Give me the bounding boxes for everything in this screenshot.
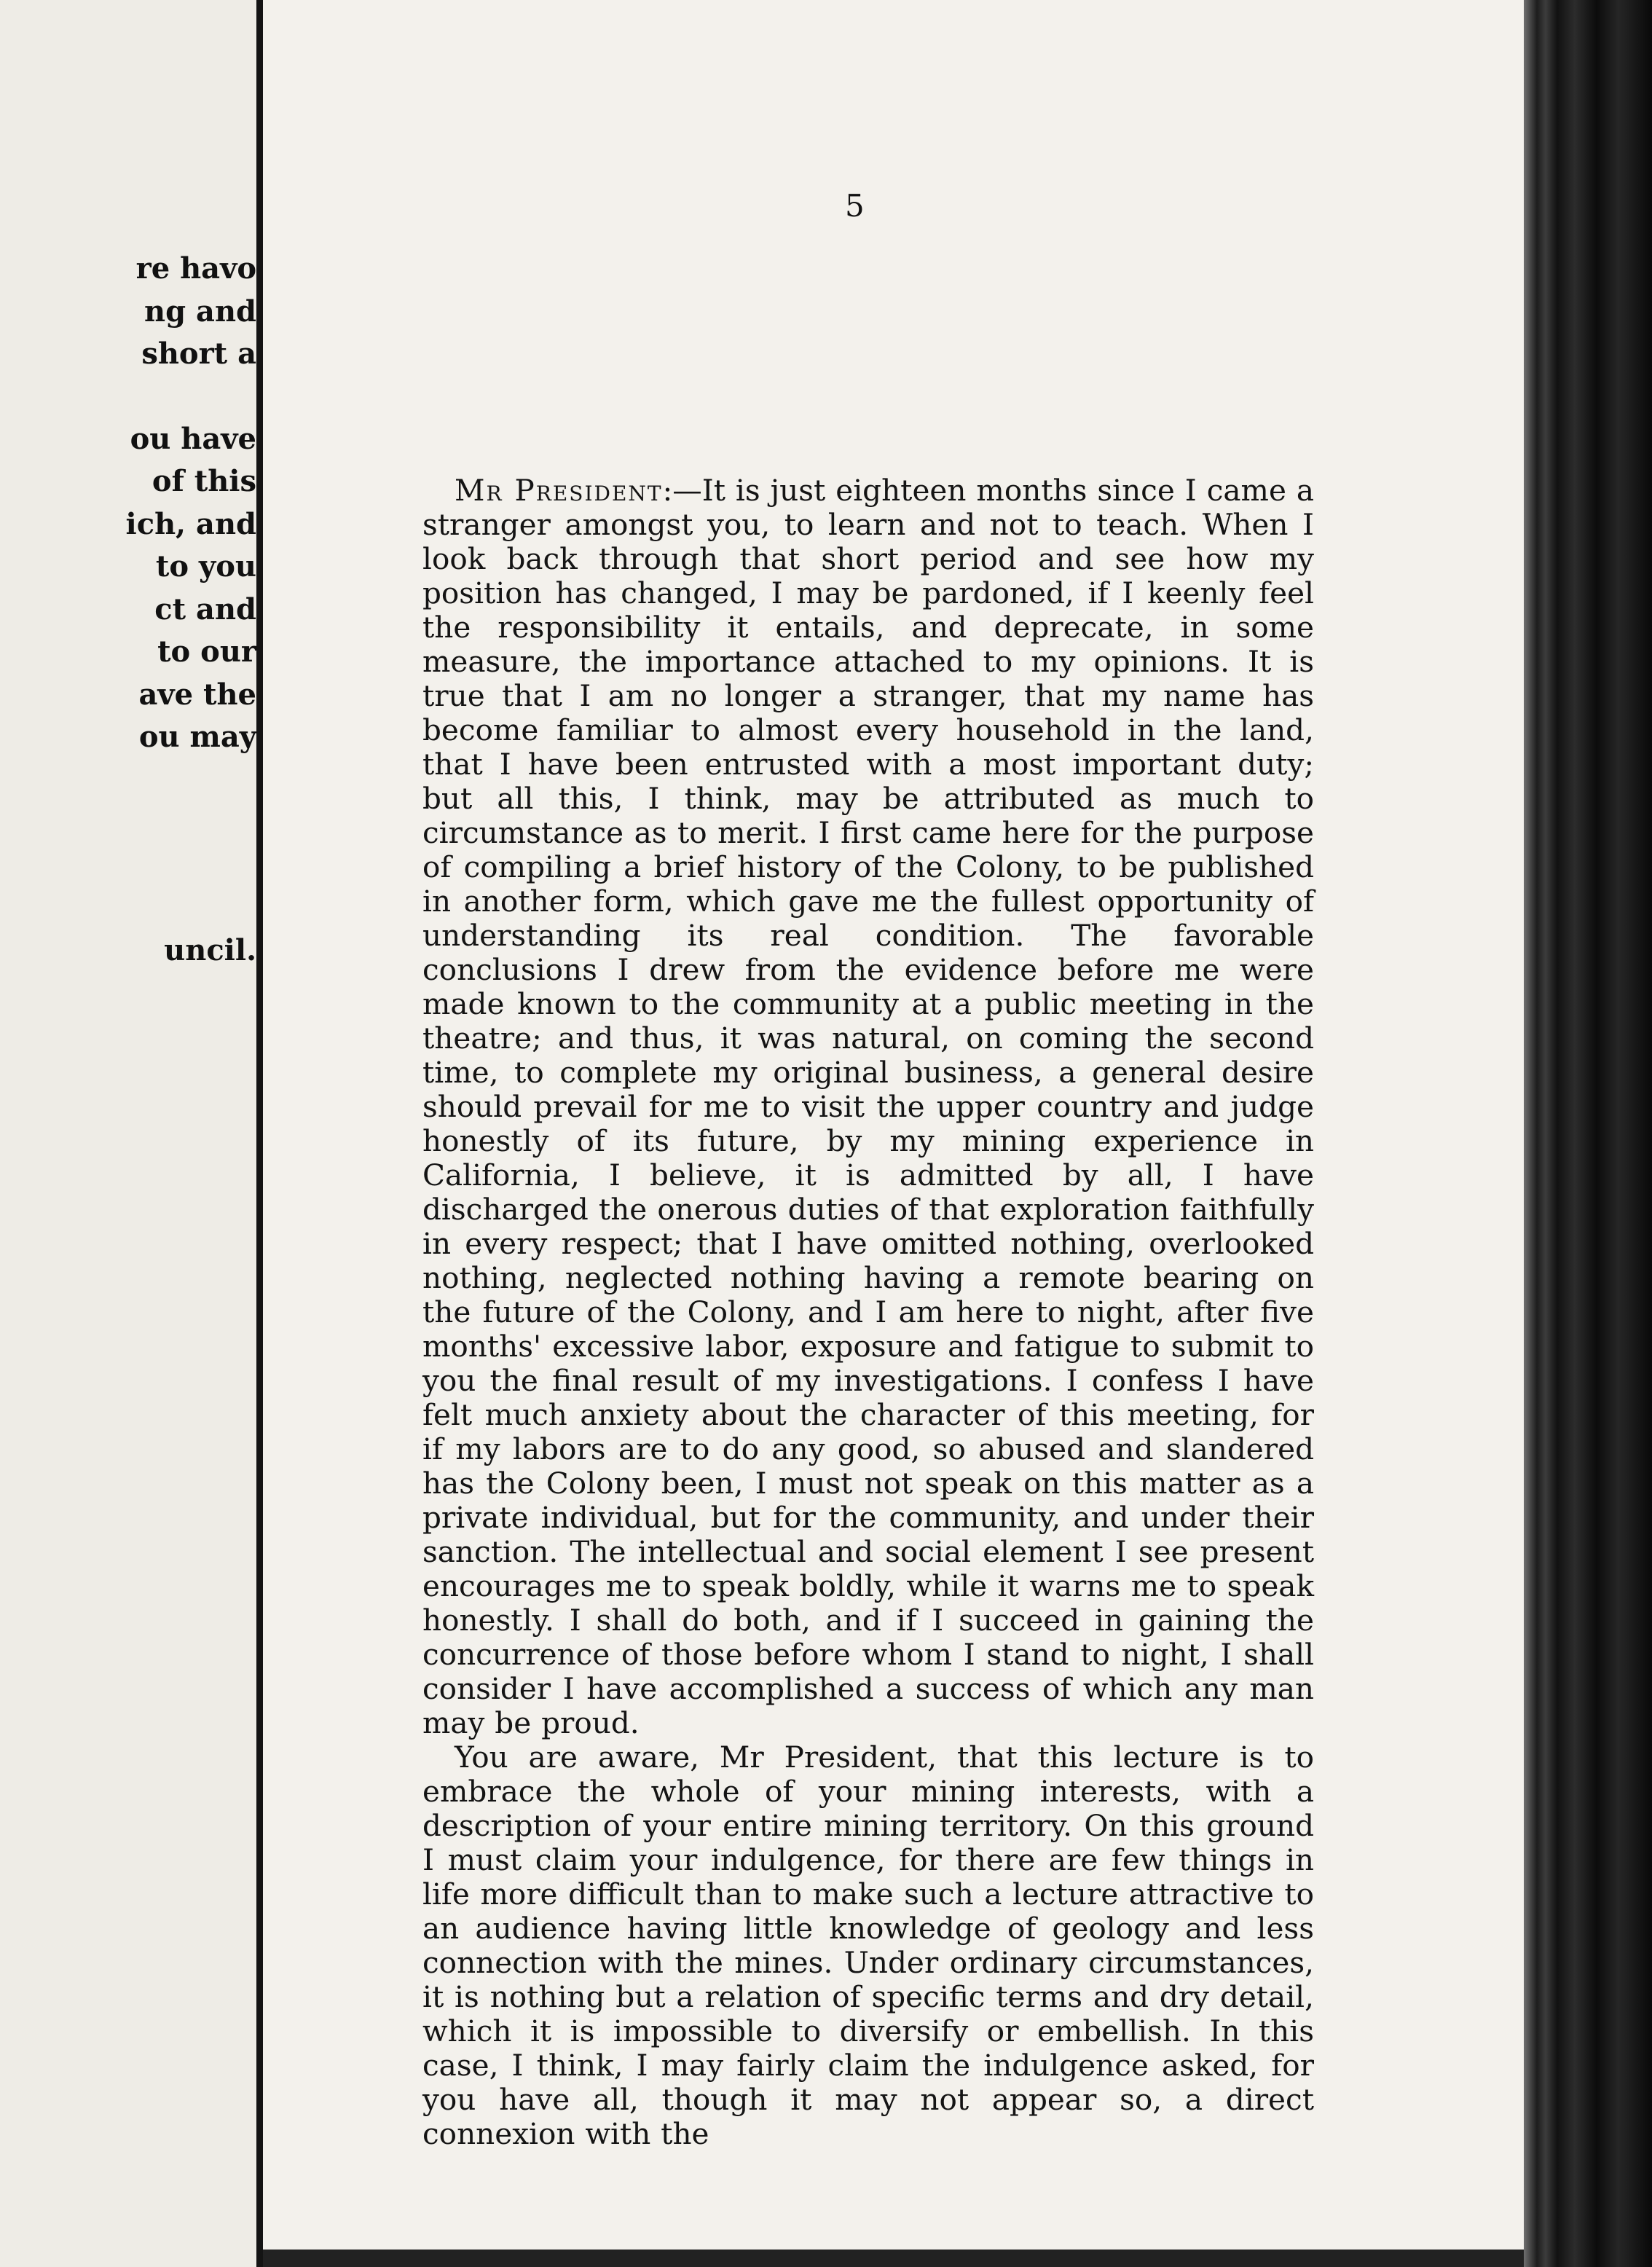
left-fragment-line: ave the xyxy=(138,677,256,712)
page-number: 5 xyxy=(845,188,865,224)
left-fragment-line: ou have xyxy=(130,421,256,456)
left-fragment-line: ng and xyxy=(144,294,256,329)
left-fragment-line: uncil. xyxy=(164,932,256,967)
salutation: Mr President xyxy=(455,473,663,508)
body-text xyxy=(422,474,1314,2151)
left-fragment-line: re havo xyxy=(135,251,256,286)
left-page-text-fragments xyxy=(9,248,256,972)
left-fragment-line: ct and xyxy=(154,592,256,626)
left-fragment-line: short a xyxy=(141,337,256,371)
paragraph-1 xyxy=(422,474,1314,1740)
left-facing-page xyxy=(0,0,256,2267)
left-fragment-line: of this xyxy=(152,464,256,498)
paragraph-2: You are aware, Mr President, that this lecture is to embrace the whole of your mining interests, with a description of your entire mining territory. On this ground I must claim your indulgence, for there are few things in life more difficult than to make such a lecture attractive to an audience having little knowledge of geology and less connection with the mines. Under ordinary circumstances, it is nothing but a relation of specific terms and dry detail, which it is impossible to diversify or embellish. In this case, I think, I may fairly claim the indulgence asked, for you have all, though it may not appear so, a direct connexion with the xyxy=(422,1740,1314,2151)
paragraph-1-text: :—It is just eighteen months since I came a stranger amongst you, to learn and not to teach. When I look back through that short period and see how my position has changed, I may be pardoned, if I keenly feel the responsibility it entails, and deprecate, in some measure, the importance attached to my opinions. It is true that I am no longer a stranger, that my name has become familiar to almost every household in the land, that I have been entrusted with a most important duty; but all this, I think, may be attributed as much to circumstance as to merit. I first came here for the purpose of compiling a brief history of the Colony, to be published in another form, which gave me the fullest opportunity of understanding its real condition. The favorable conclusions I drew from the evidence before me were made known to the community at a public meeting in the theatre; and thus, it was natural, on coming the second time, to complete my original business, a general desire should prevail for me to visit the upper country and judge honestly of its future, by my mining experience in California, I believe, it is admitted by all, I have discharged the onerous duties of that exploration faithfully in every respect; that I have omitted nothing, overlooked nothing, neglected nothing having a remote bearing on the future of the Colony, and I am here to night, after five months' excessive labor, exposure and fatigue to submit to you the final result of my investigations. I confess I have felt much anxiety about the character of this meeting, for if my labors are to do any good, so abused and slandered has the Colony been, I must not speak on this matter as a private individual, but for the community, and under their sanction. The intellectual and social element I see present encourages me to speak boldly, while it warns me to speak honestly. I shall do both, and if I succeed in gaining the concurrence of those before whom I stand to night, I shall consider I have accomplished a success of which any man may be proud. xyxy=(422,473,1314,1740)
left-fragment-line: ou may xyxy=(138,720,256,754)
left-fragment-line: to our xyxy=(157,634,256,669)
left-fragment-line: ich, and xyxy=(125,506,256,541)
page-gutter-divider xyxy=(256,0,263,2267)
left-fragment-line: to you xyxy=(155,549,256,584)
book-page-edges xyxy=(1524,0,1652,2267)
bottom-scan-edge xyxy=(263,2250,1524,2267)
